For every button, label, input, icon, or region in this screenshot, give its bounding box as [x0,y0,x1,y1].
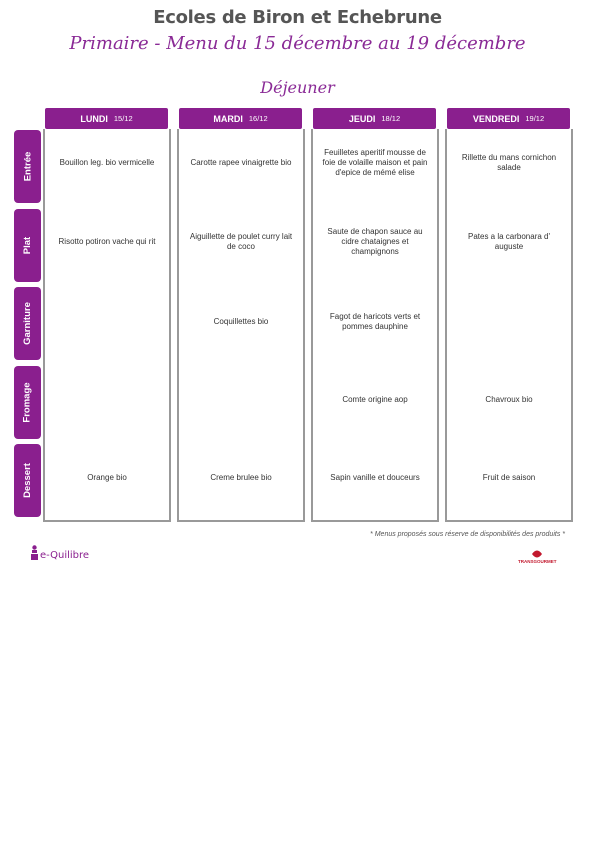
equilibre-logo [30,545,89,561]
row-label-text: Dessert [22,463,34,498]
menu-cell: Feuilletes aperitif mousse de foie de volaille maison et pain d'epice de mémé elise [322,148,428,177]
chef-figure-icon [30,545,39,561]
day-date: 18/12 [381,114,401,123]
transgourmet-logo [518,549,557,564]
row-label-plat [14,209,41,282]
day-date: 15/12 [113,114,133,123]
day-name: VENDREDI [472,113,520,124]
day-name: JEUDI [348,113,376,124]
menu-cell [447,287,571,357]
menu-cell: Sapin vanille et douceurs [330,473,420,482]
menu-cell: Risotto potiron vache qui rit [58,237,156,246]
day-date: 16/12 [248,114,268,123]
row-label-fromage [14,366,41,439]
menu-cell [45,366,169,434]
menu-cell [179,366,303,434]
row-label-text: Fromage [22,382,33,423]
menu-cell [45,287,169,357]
menu-cell: Fagot de haricots verts et pommes dauphine [329,312,421,331]
day-header-vendredi [447,108,570,129]
menu-subtitle: Primaire - Menu du 15 décembre au 19 décembre [69,33,526,54]
menu-cell: Bouillon leg. bio vermicelle [59,158,155,167]
brand-mark-icon [531,549,543,559]
row-label-garniture [14,287,41,360]
menu-cell: Chavroux bio [485,395,533,404]
menu-cell: Saute de chapon sauce au cidre chataignes et champignons [327,227,423,256]
menu-cell: Fruit de saison [482,473,536,482]
day-date: 19/12 [525,114,545,123]
row-label-text: Plat [22,236,33,255]
logo-text: e-Quilibre [40,550,90,561]
meal-label: Déjeuner [260,78,335,97]
day-header-jeudi [313,108,436,129]
menu-cell: Comte origine aop [342,395,408,404]
day-header-lundi [45,108,168,129]
row-label-dessert [14,444,41,517]
page-title: Ecoles de Biron et Echebrune [153,7,442,28]
menu-cell: Rillette du mans cornichon salade [461,153,557,172]
day-name: MARDI [213,113,243,124]
row-label-text: Garniture [22,302,34,345]
menu-cell: Orange bio [87,473,127,482]
row-label-entree [14,130,41,203]
logo-text: TRANSGOURMET [518,559,557,564]
availability-note: * Menus proposés sous réserve de disponibilités des produits * [370,531,565,538]
day-header-mardi [179,108,302,129]
menu-cell: Pates a la carbonara d' auguste [467,232,551,251]
day-name: LUNDI [80,113,108,124]
menu-cell: Creme brulee bio [210,473,272,482]
row-label-text: Entrée [22,151,34,182]
menu-cell: Carotte rapee vinaigrette bio [190,158,292,167]
menu-cell: Aiguillette de poulet curry lait de coco [189,232,293,251]
menu-cell: Coquillettes bio [213,317,269,326]
